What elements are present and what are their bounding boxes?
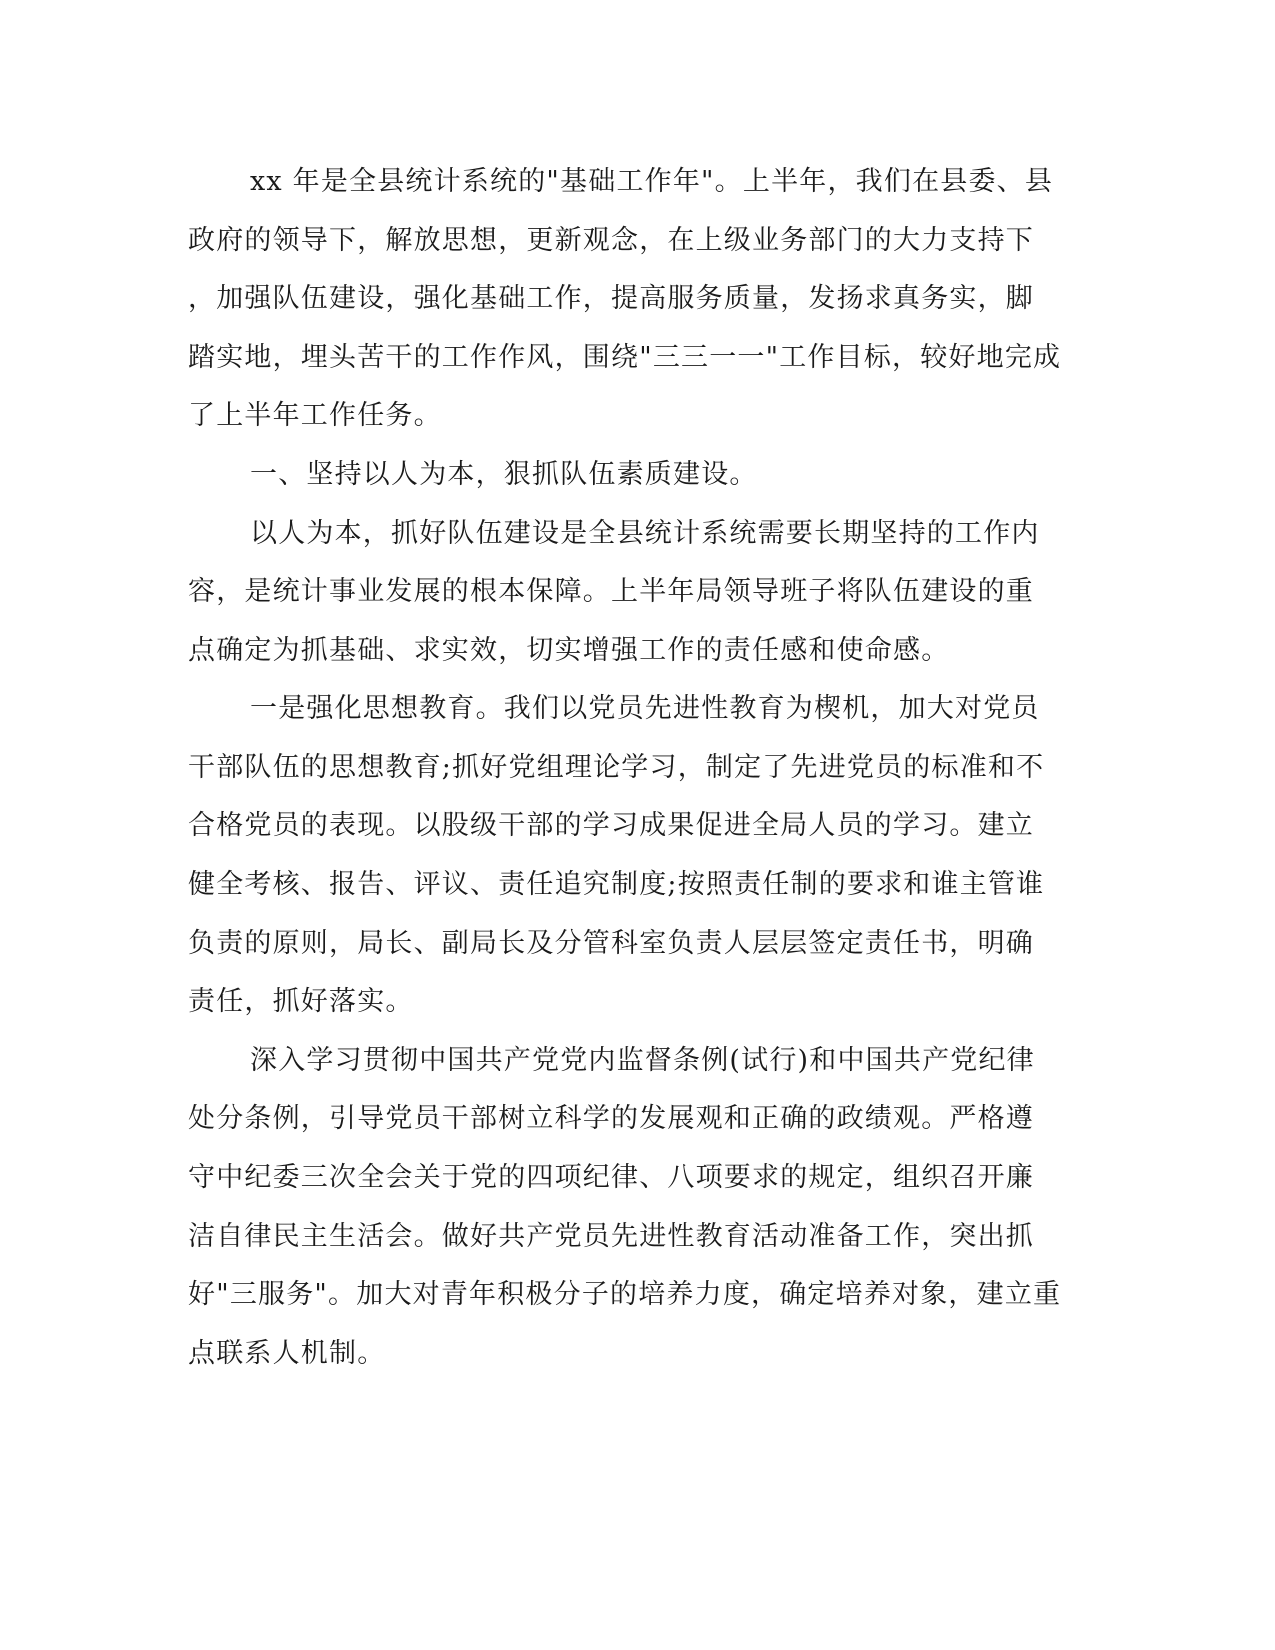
- text-line: 踏实地，埋头苦干的工作作风，围绕"三三一一"工作目标，较好地完成: [188, 342, 1062, 373]
- text-line: 政府的领导下，解放思想，更新观念，在上级业务部门的大力支持下: [188, 225, 1034, 256]
- text-line: 干部队伍的思想教育;抓好党组理论学习，制定了先进党员的标准和不: [188, 752, 1045, 783]
- text-line: 守中纪委三次全会关于党的四项纪律、八项要求的规定，组织召开廉: [188, 1162, 1034, 1193]
- text-line: 处分条例，引导党员干部树立科学的发展观和正确的政绩观。严格遵: [188, 1103, 1034, 1134]
- text-line: 洁自律民主生活会。做好共产党员先进性教育活动准备工作，突出抓: [188, 1221, 1034, 1252]
- section-heading: 一、坚持以人为本，狠抓队伍素质建设。: [250, 459, 758, 490]
- text-line: 负责的原则，局长、副局长及分管科室负责人层层签定责任书，明确: [188, 928, 1034, 959]
- text-line: 健全考核、报告、评议、责任追究制度;按照责任制的要求和谁主管谁: [188, 869, 1045, 900]
- text-line: 责任，抓好落实。: [188, 986, 414, 1017]
- text-line: 一是强化思想教育。我们以党员先进性教育为楔机，加大对党员: [250, 693, 1040, 724]
- text-line: ，加强队伍建设，强化基础工作，提高服务质量，发扬求真务实，脚: [188, 283, 1034, 314]
- text-line: 以人为本，抓好队伍建设是全县统计系统需要长期坚持的工作内: [250, 518, 1040, 549]
- text-line: 了上半年工作任务。: [188, 400, 442, 431]
- text-line: xx 年是全县统计系统的"基础工作年"。上半年，我们在县委、县: [250, 166, 1054, 197]
- text-line: 深入学习贯彻中国共产党党内监督条例(试行)和中国共产党纪律: [250, 1045, 1035, 1076]
- text-line: 合格党员的表现。以股级干部的学习成果促进全局人员的学习。建立: [188, 810, 1034, 841]
- text-line: 点确定为抓基础、求实效，切实增强工作的责任感和使命感。: [188, 635, 950, 666]
- text-line: 好"三服务"。加大对青年积极分子的培养力度，确定培养对象，建立重: [188, 1279, 1062, 1310]
- text-line: 点联系人机制。: [188, 1338, 386, 1369]
- text-line: 容，是统计事业发展的根本保障。上半年局领导班子将队伍建设的重: [188, 576, 1034, 607]
